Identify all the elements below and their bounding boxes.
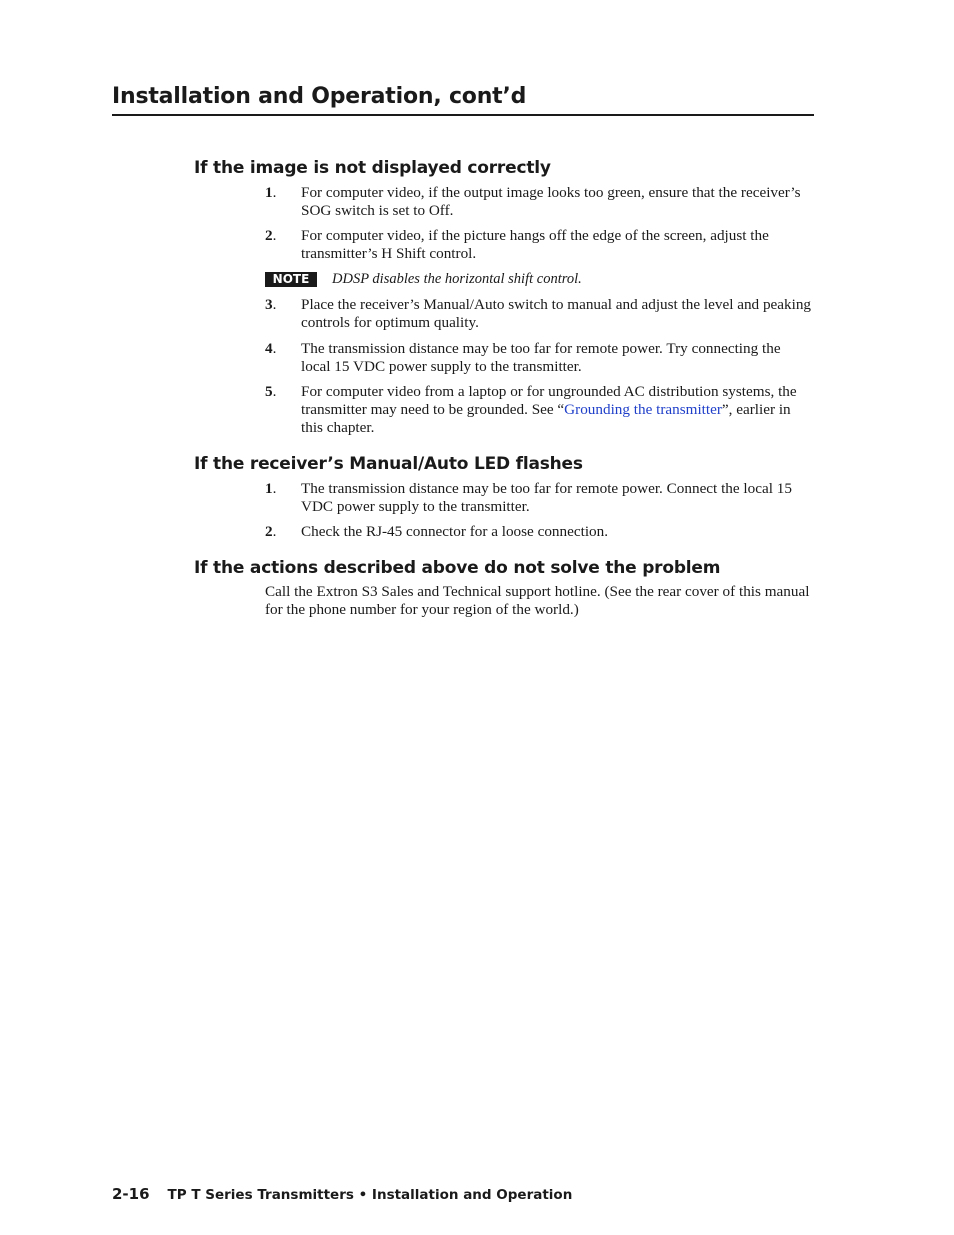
note-text: DDSP disables the horizontal shift control.: [332, 271, 582, 287]
step-number: 5.: [265, 383, 277, 400]
step-text: For computer video from a laptop or for ungrounded AC distribution systems, the transmitter may need to be grounded. See “Grounding the transmitter”, earlier in this chapter.: [301, 383, 797, 436]
step-number: 4.: [265, 340, 277, 357]
step-text: The transmission distance may be too far for remote power. Try connecting the local 15 VDC power supply to the transmitter.: [301, 340, 781, 375]
note-badge: NOTE: [265, 272, 317, 287]
section-heading-led-flashes: If the receiver’s Manual/Auto LED flashes: [194, 454, 583, 474]
step-text: For computer video, if the picture hangs off the edge of the screen, adjust the transmitter’s H Shift control.: [301, 227, 769, 262]
step-number: 2.: [265, 523, 277, 540]
step-text: For computer video, if the output image looks too green, ensure that the receiver’s SOG switch is set to Off.: [301, 184, 801, 219]
grounding-transmitter-link[interactable]: Grounding the transmitter: [564, 401, 722, 418]
step-number: 2.: [265, 227, 277, 244]
step-text: Place the receiver’s Manual/Auto switch to manual and adjust the level and peaking controls for optimum quality.: [301, 296, 812, 331]
step-text: Check the RJ-45 connector for a loose connection.: [301, 523, 609, 540]
section-heading-image-not-displayed: If the image is not displayed correctly: [194, 158, 551, 178]
step-number: 1.: [265, 480, 277, 497]
page-title: Installation and Operation, cont’d: [112, 84, 527, 109]
step-number: 1.: [265, 184, 277, 201]
page-footer: [112, 1185, 572, 1203]
section-heading-actions-do-not-solve: If the actions described above do not solve the problem: [194, 558, 721, 578]
list-item: [265, 340, 813, 376]
step-text: The transmission distance may be too far for remote power. Connect the local 15 VDC power supply to the transmitter.: [301, 480, 792, 515]
list-item: [265, 296, 813, 332]
step-number: 3.: [265, 296, 277, 313]
list-item: [265, 480, 813, 516]
page-number: 2-16: [112, 1185, 150, 1203]
list-item: [265, 383, 813, 437]
support-paragraph: Call the Extron S3 Sales and Technical support hotline. (See the rear cover of this manual for the phone number for your region of the world.): [265, 583, 810, 618]
footer-text: TP T Series Transmitters • Installation and Operation: [167, 1187, 573, 1203]
title-divider: [112, 114, 814, 116]
list-item: [265, 227, 813, 263]
list-item: [265, 523, 813, 541]
list-item: [265, 184, 813, 220]
